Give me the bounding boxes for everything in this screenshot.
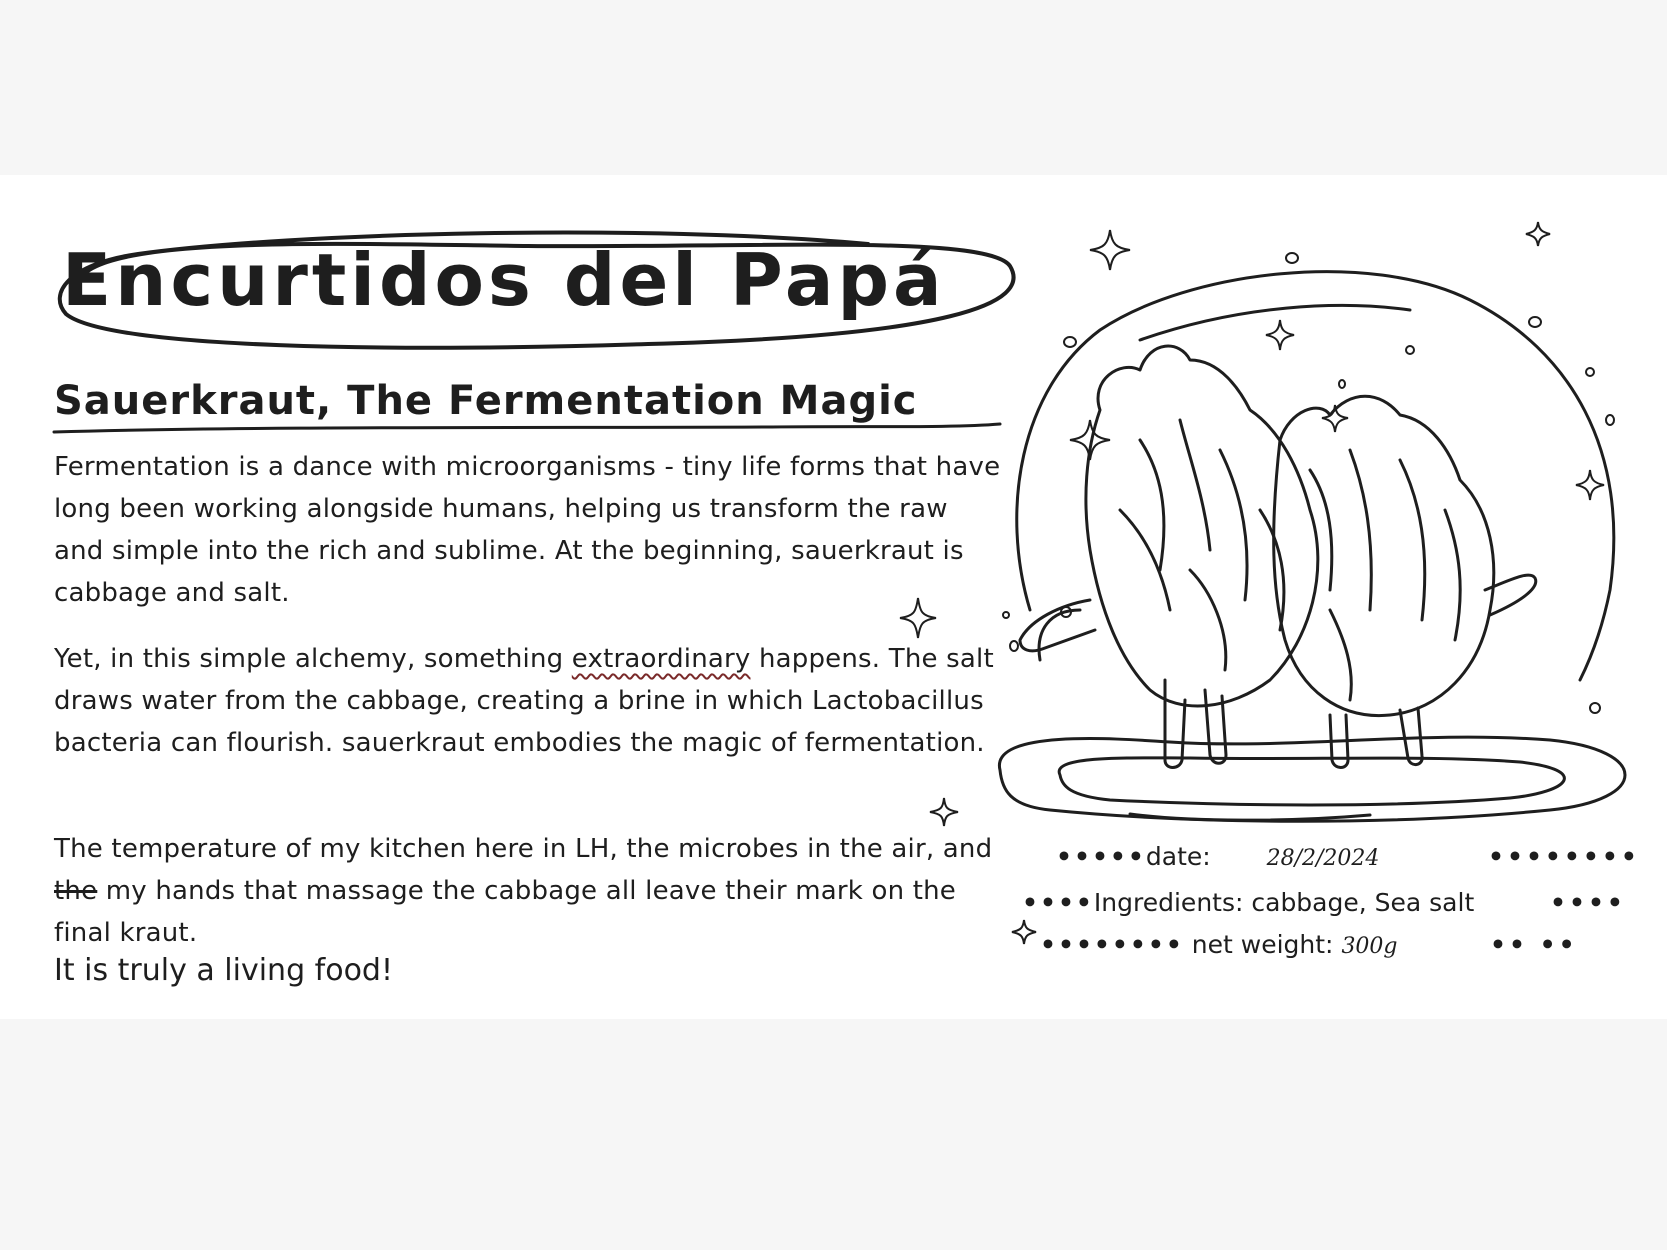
ingredients-value: cabbage, Sea salt: [1251, 888, 1475, 917]
date-value: 28/2/2024: [1266, 846, 1380, 871]
sparkle-icon: [898, 596, 938, 640]
ingredients-row-end-dots: ••••: [1550, 888, 1626, 917]
sparkle-icon: [1010, 918, 1038, 946]
net-weight-row-end-dots: •• ••: [1490, 930, 1578, 959]
paragraph-alchemy-end: happens. The salt draws water from the cabbage, creating a brine in which Lactobacillus bacteria can flourish. sauerkraut embodies the magic of fermentation.: [54, 644, 994, 758]
ingredients-row: ••••Ingredients: cabbage, Sea salt: [1022, 888, 1475, 917]
net-weight-value: 300g: [1341, 934, 1398, 959]
struck-word: the: [54, 876, 98, 906]
closing-line: It is truly a living food!: [54, 953, 393, 988]
date-row: •••••date: 28/2/2024: [1056, 842, 1380, 871]
date-row-end-dots: ••••••••: [1488, 842, 1640, 871]
paragraph-alchemy-start: Yet, in this simple alchemy, something: [54, 644, 572, 674]
date-label: date:: [1145, 842, 1211, 871]
subtitle-underline: [52, 422, 1004, 438]
sparkle-icon: [928, 796, 960, 828]
product-subtitle: Sauerkraut, The Fermentation Magic: [54, 378, 918, 424]
paragraph-alchemy: [54, 638, 1004, 764]
paragraph-kitchen: [54, 828, 1004, 954]
brand-title: Encurtidos del Papá: [62, 238, 946, 322]
net-weight-row: •••••••• net weight: 300g: [1040, 930, 1398, 959]
highlight-extraordinary: extraordinary: [571, 644, 751, 674]
paragraph-kitchen-start: The temperature of my kitchen here in LH, the microbes in the air, and: [54, 834, 993, 864]
ingredients-label: Ingredients:: [1093, 888, 1244, 917]
cabbage-illustration: [990, 210, 1660, 850]
paragraph-intro: Fermentation is a dance with microorganisms - tiny life forms that have long been working alongside humans, helping us transform the raw and simple into the rich and sublime. At the beginning, sauerkraut is cabbage and salt.: [54, 452, 1001, 608]
paragraph-kitchen-end: my hands that massage the cabbage all leave their mark on the final kraut.: [54, 876, 956, 948]
net-weight-label: net weight:: [1191, 930, 1334, 959]
